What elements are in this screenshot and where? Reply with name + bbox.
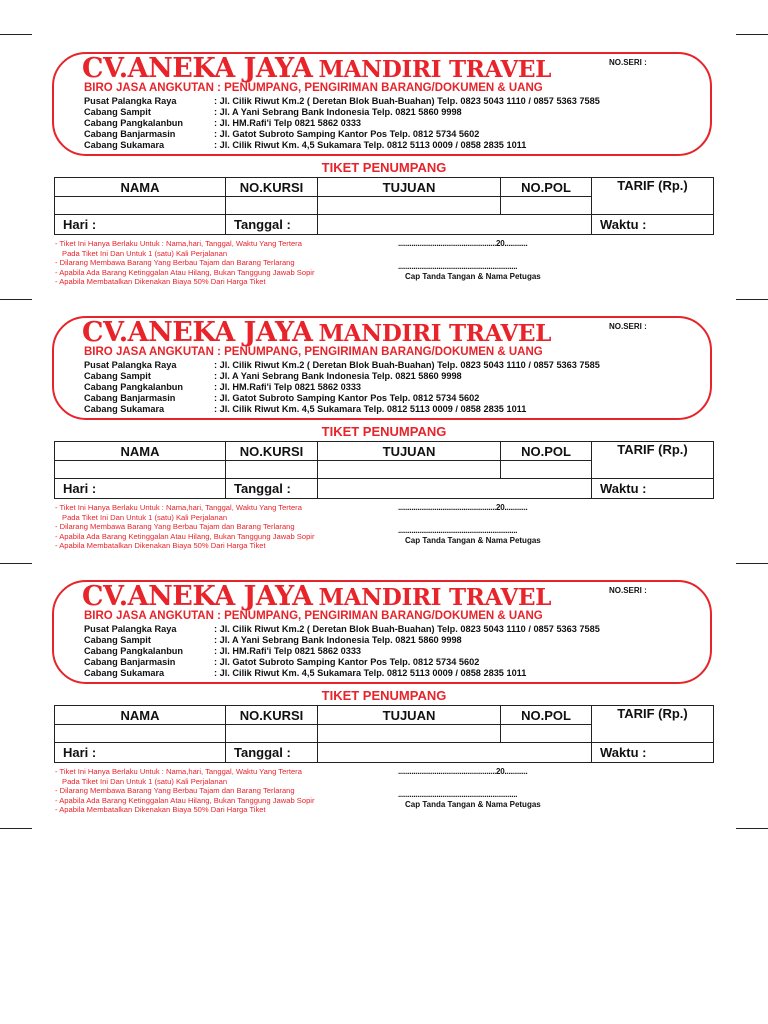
term-item: - Dilarang Membawa Barang Yang Berbau Tajam dan Barang Terlarang — [55, 258, 295, 268]
branch-name: Cabang Banjarmasin — [84, 657, 176, 667]
company-brand — [82, 317, 551, 348]
company-brand — [82, 53, 551, 84]
signature-line: .............................................................. — [398, 790, 518, 799]
tujuan-field[interactable] — [318, 197, 501, 215]
term-item: - Apabila Membatalkan Dikenakan Biaya 50% Dari Harga Tiket — [55, 541, 266, 551]
term-item: - Tiket Ini Hanya Berlaku Untuk : Nama,hari, Tanggal, Waktu Yang Tertera — [55, 503, 302, 512]
column-header-nama: NAMA — [55, 442, 226, 461]
term-item: - Apabila Ada Barang Ketinggalan Atau Hilang, Bukan Tanggung Jawab Sopir — [55, 531, 315, 541]
ticket-title: TIKET PENUMPANG — [321, 160, 447, 175]
branch-address: : Jl. A Yani Sebrang Bank Indonesia Telp. 0821 5860 9998 — [214, 371, 462, 381]
branch-row — [84, 360, 600, 371]
company-brand — [82, 581, 551, 612]
branch-name: Cabang Sampit — [84, 635, 151, 645]
branch-name: Cabang Banjarmasin — [84, 129, 176, 139]
service-description: BIRO JASA ANGKUTAN : PENUMPANG, PENGIRIMAN BARANG/DOKUMEN & UANG — [84, 346, 543, 358]
column-header-no-pol: NO.POL — [501, 706, 592, 725]
term-item: Pada Tiket Ini Dan Untuk 1 (satu) Kali Perjalanan — [62, 512, 228, 522]
branch-address: : Jl. Cilik Riwut Km.2 ( Deretan Blok Buah-Buahan) Telp. 0823 5043 1110 / 0857 5363 7585 — [214, 360, 600, 370]
passenger-table — [54, 441, 714, 499]
column-header-no-kursi: NO.KURSI — [226, 706, 318, 725]
column-header-tarif: TARIF (Rp.) — [592, 178, 714, 215]
terms-list — [55, 239, 315, 287]
brand-subtitle: MANDIRI TRAVEL — [318, 320, 552, 347]
branch-address: : Jl. Cilik Riwut Km.2 ( Deretan Blok Buah-Buahan) Telp. 0823 5043 1110 / 0857 5363 7585 — [214, 624, 600, 634]
tujuan-field[interactable] — [318, 725, 501, 743]
column-header-no-pol: NO.POL — [501, 442, 592, 461]
term-item: Pada Tiket Ini Dan Untuk 1 (satu) Kali Perjalanan — [62, 248, 228, 258]
branch-row — [84, 382, 600, 393]
brand-subtitle: MANDIRI TRAVEL — [318, 56, 552, 83]
no-pol-field[interactable] — [501, 197, 592, 215]
term-item: - Tiket Ini Hanya Berlaku Untuk : Nama,hari, Tanggal, Waktu Yang Tertera — [55, 767, 302, 776]
service-description: BIRO JASA ANGKUTAN : PENUMPANG, PENGIRIMAN BARANG/DOKUMEN & UANG — [84, 610, 543, 622]
date-line: ...................................................20............ — [398, 503, 528, 512]
branch-name: Cabang Sampit — [84, 107, 151, 117]
ticket-title: TIKET PENUMPANG — [321, 688, 447, 703]
waktu-field[interactable]: Waktu : — [592, 743, 714, 763]
branch-address: : Jl. HM.Rafi'i Telp 0821 5862 0333 — [214, 118, 362, 128]
brand-name: CV.ANEKA JAYA — [82, 53, 313, 84]
hari-field[interactable]: Hari : — [55, 743, 226, 763]
branch-name: Cabang Sukamara — [84, 140, 165, 150]
nama-field[interactable] — [55, 725, 226, 743]
term-item: Pada Tiket Ini Dan Untuk 1 (satu) Kali Perjalanan — [62, 776, 228, 786]
ticket — [0, 52, 768, 316]
tanggal-field[interactable]: Tanggal : — [226, 479, 318, 499]
tanggal-value-field[interactable] — [318, 479, 592, 499]
service-description: BIRO JASA ANGKUTAN : PENUMPANG, PENGIRIMAN BARANG/DOKUMEN & UANG — [84, 82, 543, 94]
waktu-field[interactable]: Waktu : — [592, 479, 714, 499]
no-pol-field[interactable] — [501, 461, 592, 479]
branch-name: Pusat Palangka Raya — [84, 360, 177, 370]
branch-address: : Jl. A Yani Sebrang Bank Indonesia Telp. 0821 5860 9998 — [214, 635, 462, 645]
ticket — [0, 580, 768, 844]
cut-mark — [0, 34, 32, 35]
tujuan-field[interactable] — [318, 461, 501, 479]
branch-name: Cabang Pangkalanbun — [84, 646, 184, 656]
signature-line: .............................................................. — [398, 262, 518, 271]
signature-caption: Cap Tanda Tangan & Nama Petugas — [405, 800, 541, 809]
serial-number-label: NO.SERI : — [609, 586, 647, 595]
ticket — [0, 316, 768, 580]
terms-list — [55, 503, 315, 551]
branch-name: Pusat Palangka Raya — [84, 96, 177, 106]
branch-address: : Jl. Cilik Riwut Km. 4,5 Sukamara Telp. 0812 5113 0009 / 0858 2835 1011 — [214, 140, 527, 150]
column-header-tarif: TARIF (Rp.) — [592, 442, 714, 479]
branch-list — [84, 624, 600, 679]
branch-row — [84, 107, 600, 118]
date-line: ...................................................20............ — [398, 239, 528, 248]
column-header-tujuan: TUJUAN — [318, 706, 501, 725]
serial-number-label: NO.SERI : — [609, 322, 647, 331]
branch-row — [84, 646, 600, 657]
column-header-no-kursi: NO.KURSI — [226, 442, 318, 461]
branch-name: Pusat Palangka Raya — [84, 624, 177, 634]
no-kursi-field[interactable] — [226, 197, 318, 215]
tanggal-field[interactable]: Tanggal : — [226, 215, 318, 235]
term-item: - Apabila Ada Barang Ketinggalan Atau Hilang, Bukan Tanggung Jawab Sopir — [55, 267, 315, 277]
branch-address: : Jl. Cilik Riwut Km. 4,5 Sukamara Telp. 0812 5113 0009 / 0858 2835 1011 — [214, 404, 527, 414]
passenger-table — [54, 705, 714, 763]
branch-row — [84, 140, 600, 151]
hari-field[interactable]: Hari : — [55, 215, 226, 235]
branch-address: : Jl. HM.Rafi'i Telp 0821 5862 0333 — [214, 382, 362, 392]
column-header-no-pol: NO.POL — [501, 178, 592, 197]
column-header-tujuan: TUJUAN — [318, 442, 501, 461]
column-header-nama: NAMA — [55, 706, 226, 725]
term-item: - Apabila Membatalkan Dikenakan Biaya 50% Dari Harga Tiket — [55, 805, 266, 815]
no-kursi-field[interactable] — [226, 461, 318, 479]
hari-field[interactable]: Hari : — [55, 479, 226, 499]
signature-caption: Cap Tanda Tangan & Nama Petugas — [405, 272, 541, 281]
waktu-field[interactable]: Waktu : — [592, 215, 714, 235]
tanggal-field[interactable]: Tanggal : — [226, 743, 318, 763]
branch-row — [84, 668, 600, 679]
brand-name: CV.ANEKA JAYA — [82, 581, 313, 612]
branch-row — [84, 404, 600, 415]
nama-field[interactable] — [55, 197, 226, 215]
tanggal-value-field[interactable] — [318, 743, 592, 763]
nama-field[interactable] — [55, 461, 226, 479]
term-item: - Dilarang Membawa Barang Yang Berbau Tajam dan Barang Terlarang — [55, 786, 295, 796]
branch-name: Cabang Sampit — [84, 371, 151, 381]
signature-caption: Cap Tanda Tangan & Nama Petugas — [405, 536, 541, 545]
column-header-tujuan: TUJUAN — [318, 178, 501, 197]
branch-row — [84, 393, 600, 404]
branch-row — [84, 129, 600, 140]
branch-list — [84, 96, 600, 151]
no-kursi-field[interactable] — [226, 725, 318, 743]
terms-list — [55, 767, 315, 815]
branch-name: Cabang Sukamara — [84, 404, 165, 414]
serial-number-label: NO.SERI : — [609, 58, 647, 67]
branch-name: Cabang Sukamara — [84, 668, 165, 678]
cut-mark — [736, 34, 768, 35]
branch-row — [84, 96, 600, 107]
branch-address: : Jl. HM.Rafi'i Telp 0821 5862 0333 — [214, 646, 362, 656]
branch-name: Cabang Pangkalanbun — [84, 118, 184, 128]
term-item: - Tiket Ini Hanya Berlaku Untuk : Nama,hari, Tanggal, Waktu Yang Tertera — [55, 239, 302, 248]
passenger-table — [54, 177, 714, 235]
branch-name: Cabang Pangkalanbun — [84, 382, 184, 392]
date-line: ...................................................20............ — [398, 767, 528, 776]
column-header-tarif: TARIF (Rp.) — [592, 706, 714, 743]
term-item: - Apabila Membatalkan Dikenakan Biaya 50% Dari Harga Tiket — [55, 277, 266, 287]
ticket-title: TIKET PENUMPANG — [321, 424, 447, 439]
column-header-no-kursi: NO.KURSI — [226, 178, 318, 197]
branch-row — [84, 624, 600, 635]
no-pol-field[interactable] — [501, 725, 592, 743]
tanggal-value-field[interactable] — [318, 215, 592, 235]
column-header-nama: NAMA — [55, 178, 226, 197]
term-item: - Apabila Ada Barang Ketinggalan Atau Hilang, Bukan Tanggung Jawab Sopir — [55, 795, 315, 805]
branch-row — [84, 371, 600, 382]
branch-row — [84, 635, 600, 646]
branch-row — [84, 118, 600, 129]
branch-address: : Jl. Gatot Subroto Samping Kantor Pos Telp. 0812 5734 5602 — [214, 129, 480, 139]
branch-address: : Jl. Gatot Subroto Samping Kantor Pos Telp. 0812 5734 5602 — [214, 393, 480, 403]
branch-address: : Jl. Cilik Riwut Km. 4,5 Sukamara Telp. 0812 5113 0009 / 0858 2835 1011 — [214, 668, 527, 678]
branch-row — [84, 657, 600, 668]
term-item: - Dilarang Membawa Barang Yang Berbau Tajam dan Barang Terlarang — [55, 522, 295, 532]
branch-address: : Jl. A Yani Sebrang Bank Indonesia Telp. 0821 5860 9998 — [214, 107, 462, 117]
branch-name: Cabang Banjarmasin — [84, 393, 176, 403]
branch-address: : Jl. Gatot Subroto Samping Kantor Pos Telp. 0812 5734 5602 — [214, 657, 480, 667]
brand-name: CV.ANEKA JAYA — [82, 317, 313, 348]
branch-list — [84, 360, 600, 415]
brand-subtitle: MANDIRI TRAVEL — [318, 584, 552, 611]
signature-line: .............................................................. — [398, 526, 518, 535]
branch-address: : Jl. Cilik Riwut Km.2 ( Deretan Blok Buah-Buahan) Telp. 0823 5043 1110 / 0857 5363 7585 — [214, 96, 600, 106]
